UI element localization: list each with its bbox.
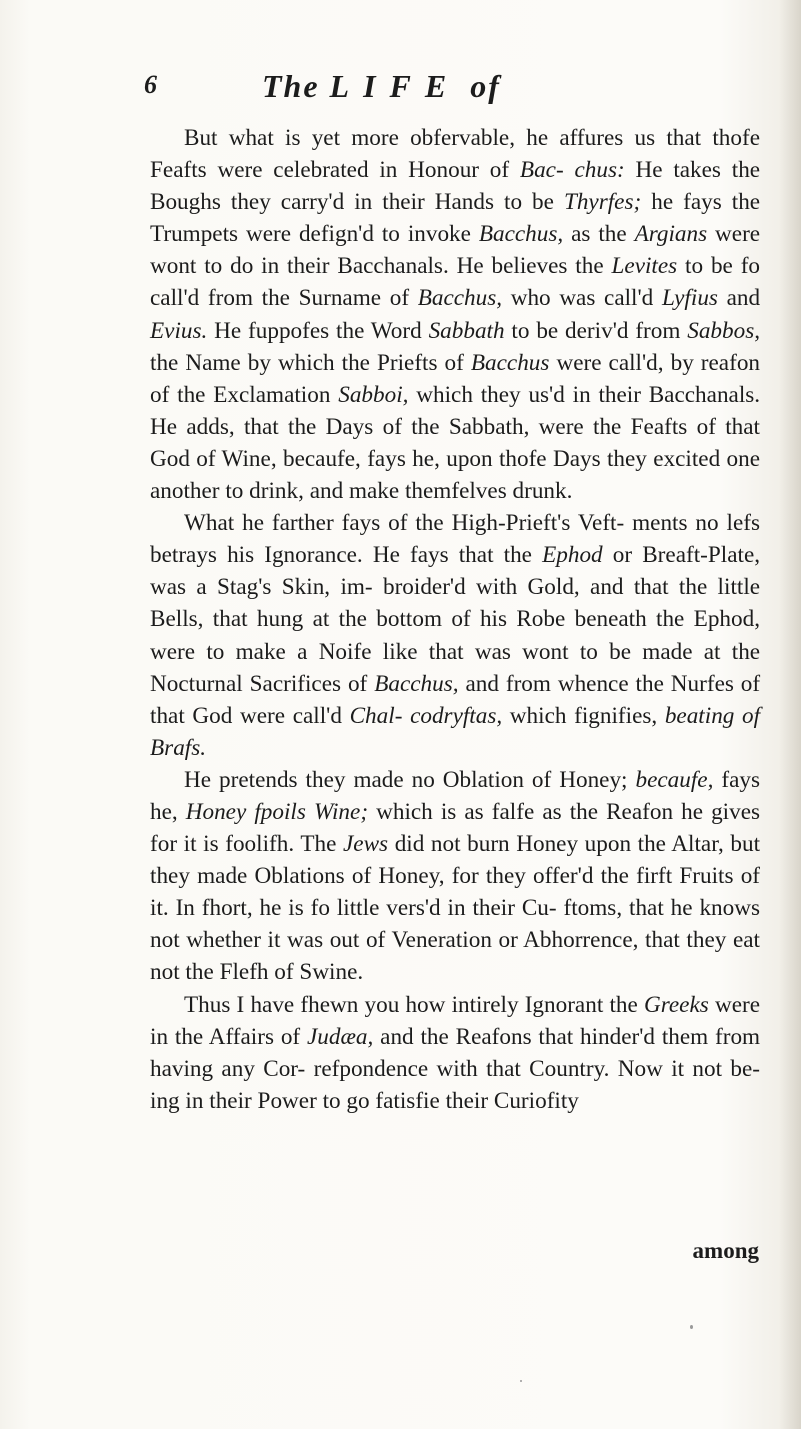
- catchword: among: [692, 1238, 759, 1263]
- text-line: Hands to be Thyrfes; he fays the Trumpets were: [150, 189, 761, 248]
- text-line: But what is yet more obfervable, he affures us: [184, 125, 656, 151]
- text-line: in their Bacchanals. He adds, that the Days of: [150, 381, 761, 440]
- text-line: who was call'd Lyfius and Evius. He fuppofes the: [150, 285, 761, 344]
- text-line: codryftas, which fignifies, beating of Brafs.: [150, 702, 761, 761]
- text-line: wont to do in their Bacchanals. He believes the: [150, 253, 604, 280]
- text-line: reafon of the Exclamation Sabboi, which they us'd: [150, 349, 761, 408]
- text-line: chus: He takes the Boughs they carry'd in their: [150, 157, 761, 216]
- paragraph: [150, 764, 760, 989]
- text-line: of it. In fhort, he is fo little vers'd in their Cu-: [150, 863, 761, 922]
- text-line: Reafons that hinder'd them from having any Cor-: [150, 1023, 761, 1082]
- running-title-life: LIFE: [329, 68, 461, 104]
- text-line: Thus I have fhewn you how intirely Ignorant: [184, 991, 604, 1018]
- text-line: Levites to be fo call'd from the Surname of Bacchus,: [150, 253, 761, 312]
- running-title: [262, 68, 501, 105]
- paper-speck: [690, 1325, 693, 1329]
- text-line: refpondence with that Country. Now it not be-: [313, 1055, 760, 1082]
- text-line: Word Sabbath to be deriv'd from Sabbos, the Name: [150, 317, 761, 376]
- running-title-the: The: [262, 68, 320, 104]
- text-line: becaufe, fays he, Honey fpoils Wine; which is as falfe: [150, 766, 761, 825]
- text-line: Veneration or Abhorrence, that they eat not the: [150, 927, 760, 986]
- text-line: the Ephod or Breaft-Plate, was a Stag's Skin, im-: [150, 542, 761, 601]
- body-text: [150, 122, 760, 1117]
- text-line: whence the Nurfes of that God were call'd Chal-: [150, 670, 761, 729]
- text-line: broider'd with Gold, and that the little Bells, that: [150, 574, 761, 633]
- text-line: the Sabbath, were the Feafts of that God of Wine,: [150, 413, 761, 472]
- paper-speck: [520, 1380, 522, 1382]
- text-line: at the Nocturnal Sacrifices of Bacchus, and from: [150, 638, 761, 697]
- text-line: He pretends they made no Oblation of Honey;: [184, 766, 628, 793]
- text-line: did not burn Honey upon the Altar, but they made: [150, 831, 761, 890]
- text-line: another to drink, and make themfelves drunk.: [150, 478, 573, 505]
- text-line: defign'd to invoke Bacchus, as the Argians were: [298, 221, 761, 248]
- text-line: that thofe Feafts were celebrated in Honour of Bac-: [150, 125, 760, 184]
- page-number: 6: [144, 70, 157, 99]
- page-header: [144, 68, 741, 108]
- text-line: ing in their Power to go fatisfie their Curiofity: [150, 1087, 579, 1114]
- text-line: as the Reafon he gives for it is foolifh. The Jews: [150, 798, 761, 858]
- text-line: by which the Priefts of Bacchus were call'd, by: [247, 349, 694, 376]
- paragraph: [150, 507, 760, 764]
- text-line: the Greeks were in the Affairs of Judæa, and the: [150, 991, 761, 1050]
- paragraph: [150, 122, 760, 507]
- running-title-of: of: [470, 68, 501, 104]
- text-line: Flefh of Swine.: [219, 959, 364, 986]
- text-line: ments no lefs betrays his Ignorance. He fays that: [150, 510, 761, 569]
- text-line: were to make a Noife like that was wont to be made: [150, 638, 693, 665]
- text-line: becaufe, fays he, upon thofe Days they excited one: [282, 445, 760, 472]
- paragraph: [150, 989, 760, 1117]
- page-edge-shadow: [779, 0, 801, 1429]
- text-line: hung at the bottom of his Robe beneath the Ephod,: [256, 606, 761, 633]
- text-line: What he farther fays of the High-Prieft's Veft-: [184, 510, 625, 537]
- text-line: ftoms, that he knows not whether it was out of: [150, 895, 760, 954]
- text-line: Oblations of Honey, for they offer'd the firft Fruits: [254, 863, 734, 890]
